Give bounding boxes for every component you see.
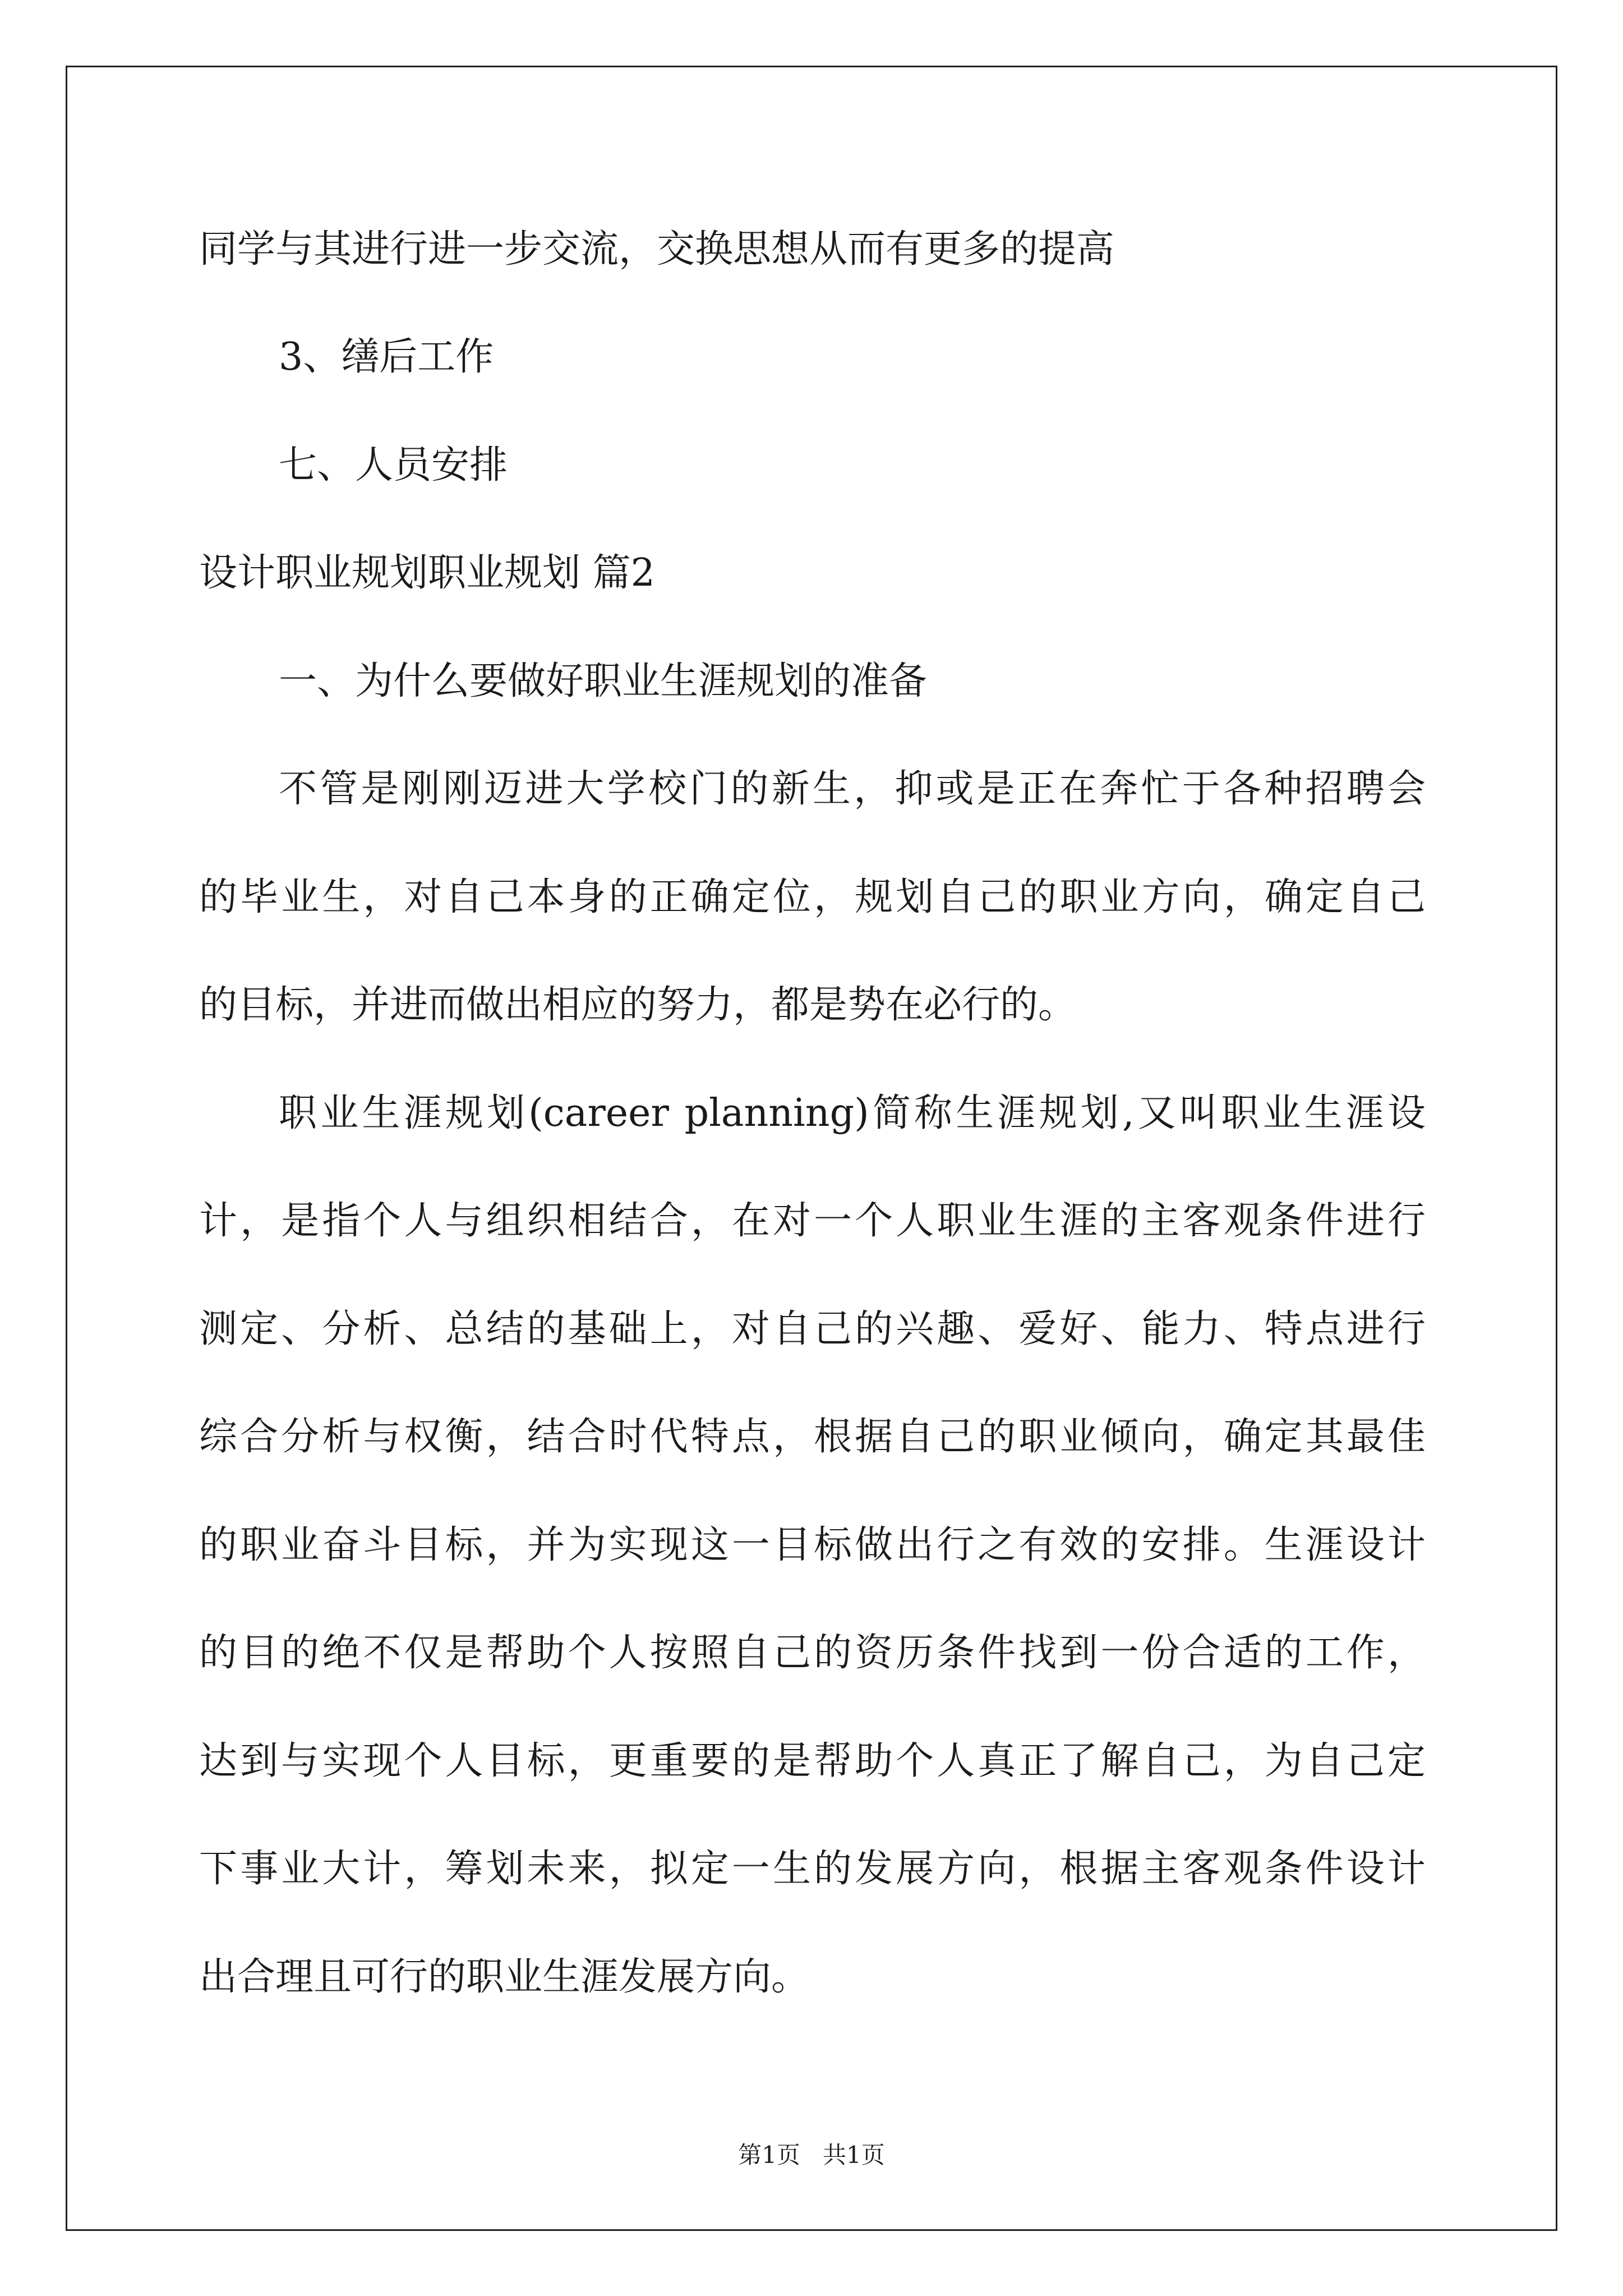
text-line-1: 同学与其进行进一步交流，交换思想从而有更多的提高 bbox=[199, 227, 1115, 272]
text-line-8: 的目标，并进而做出相应的努力，都是势在必行的。 bbox=[199, 983, 1077, 1027]
text-line-2: 3、缮后工作 bbox=[279, 335, 494, 379]
text-line-14: 的目的绝不仅是帮助个人按照自己的资历条件找到一份合适的工作， bbox=[199, 1631, 1426, 1675]
text-line-3: 七、人员安排 bbox=[279, 443, 508, 487]
section-heading: 设计职业规划职业规划 篇2 bbox=[199, 551, 655, 595]
text-line-10: 计，是指个人与组织相结合，在对一个人职业生涯的主客观条件进行 bbox=[199, 1199, 1426, 1243]
text-line-15: 达到与实现个人目标，更重要的是帮助个人真正了解自己，为自己定 bbox=[199, 1739, 1426, 1783]
text-line-7: 的毕业生，对自己本身的正确定位，规划自己的职业方向，确定自己 bbox=[199, 875, 1426, 919]
text-line-6: 不管是刚刚迈进大学校门的新生，抑或是正在奔忙于各种招聘会 bbox=[279, 767, 1426, 811]
text-line-9: 职业生涯规划(career planning)简称生涯规划,又叫职业生涯设 bbox=[279, 1091, 1426, 1135]
text-line-11: 测定、分析、总结的基础上，对自己的兴趣、爱好、能力、特点进行 bbox=[199, 1307, 1426, 1351]
page-border bbox=[66, 66, 1557, 2231]
page-footer: 第1页 共1页 bbox=[738, 2141, 885, 2169]
text-line-5: 一、为什么要做好职业生涯规划的准备 bbox=[279, 659, 928, 703]
text-line-12: 综合分析与权衡，结合时代特点，根据自己的职业倾向，确定其最佳 bbox=[199, 1415, 1426, 1459]
text-line-13: 的职业奋斗目标，并为实现这一目标做出行之有效的安排。生涯设计 bbox=[199, 1523, 1426, 1567]
text-line-16: 下事业大计，筹划未来，拟定一生的发展方向，根据主客观条件设计 bbox=[199, 1847, 1426, 1891]
text-line-17: 出合理且可行的职业生涯发展方向。 bbox=[199, 1955, 810, 1999]
